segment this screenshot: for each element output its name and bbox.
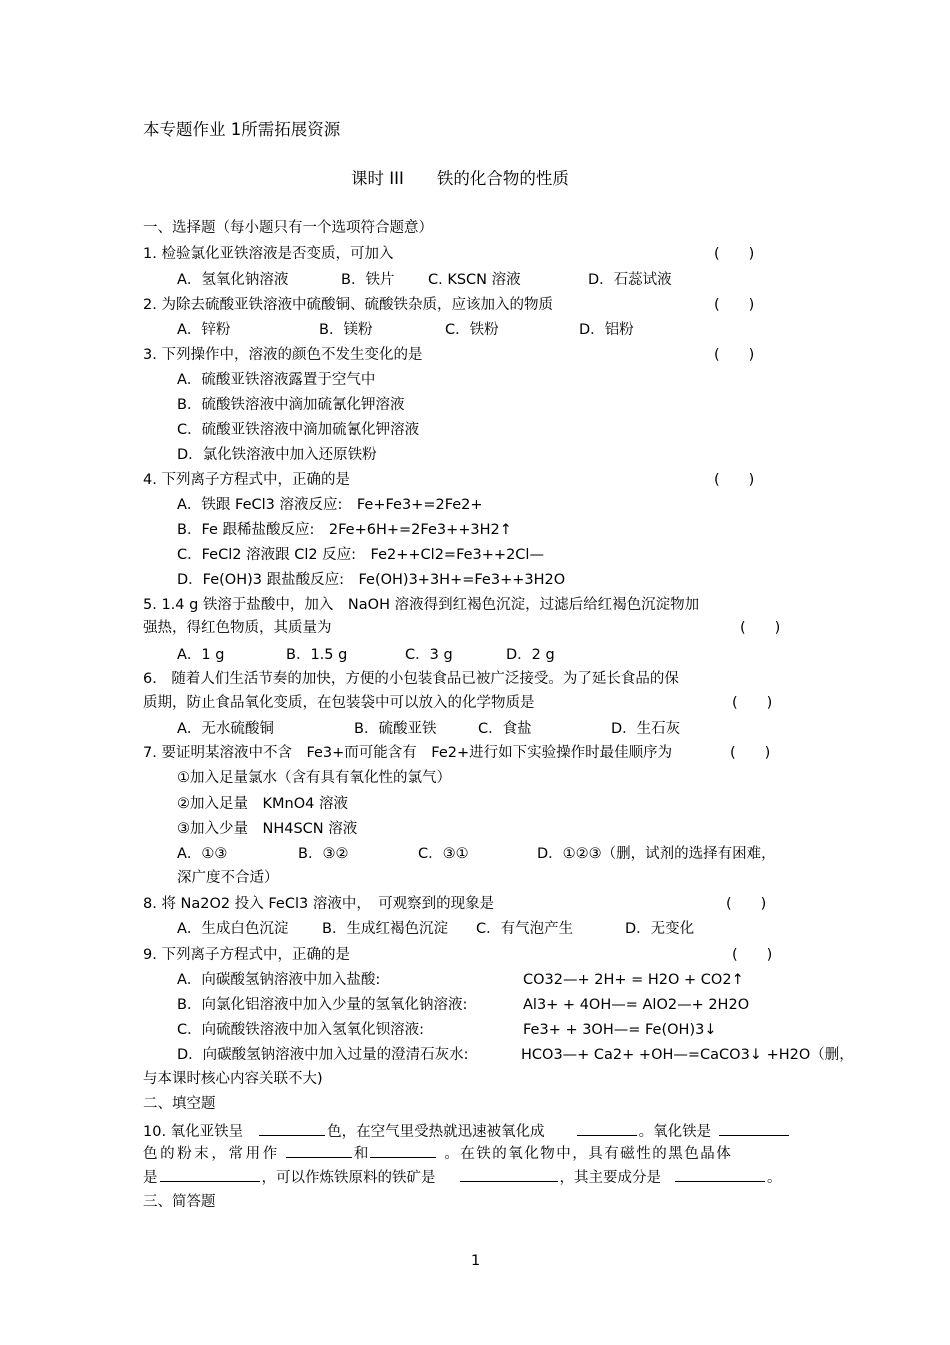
q9-option-c-equation: Fe3+ + 3OH—= Fe(OH)3↓: [523, 1022, 717, 1038]
q2-stem: 2. 为除去硫酸亚铁溶液中硫酸铜、硫酸铁杂质，应该加入的物质: [143, 297, 553, 313]
q10-blank-4[interactable]: [286, 1143, 352, 1158]
q10-blank-2[interactable]: [577, 1121, 637, 1136]
q7-option-c: C．③①: [418, 846, 469, 862]
q7-step-2: ②加入足量 KMnO4 溶液: [177, 796, 348, 812]
q6-option-d: D．生石灰: [611, 721, 681, 737]
q3-stem: 3. 下列操作中，溶液的颜色不发生变化的是: [143, 347, 423, 363]
q7-note: 深广度不合适）: [177, 870, 279, 886]
q7-step-3: ③加入少量 NH4SCN 溶液: [177, 821, 358, 837]
q9-answer-paren: ( ): [732, 947, 773, 963]
q1-option-d: D．石蕊试液: [588, 272, 672, 288]
q10-text-6: 。在铁的氧化物中，具有磁性的黑色晶体: [444, 1146, 733, 1162]
q4-option-c: C．FeCl2 溶液跟 Cl2 反应: Fe2++Cl2=Fe3++2Cl—: [177, 547, 544, 563]
q6-stem-line2: 质期，防止食品氧化变质，在包装袋中可以放入的化学物质是: [143, 695, 535, 711]
q10-text-2: 色，在空气里受热就迅速被氧化成: [327, 1124, 545, 1140]
q10-line2: [143, 1143, 732, 1163]
q10-blank-1[interactable]: [259, 1121, 325, 1136]
q4-stem: 4. 下列离子方程式中，正确的是: [143, 472, 350, 488]
q7-stem: 7. 要证明某溶液中不含 Fe3+而可能含有 Fe2+进行如下实验操作时最佳顺序为: [143, 745, 673, 761]
q10-text-8: ，可以作炼铁原料的铁矿是: [261, 1170, 436, 1186]
q4-option-b: B．Fe 跟稀盐酸反应: 2Fe+6H+=2Fe3++3H2↑: [177, 522, 512, 538]
q1-stem: 1. 检验氯化亚铁溶液是否变质，可加入: [143, 246, 394, 262]
q10-blank-7[interactable]: [460, 1167, 558, 1182]
q9-option-d-text: D．向碳酸氢钠溶液中加入过量的澄清石灰水:: [177, 1047, 469, 1063]
q6-option-b: B．硫酸亚铁: [354, 721, 437, 737]
section-choice: 一、选择题（每小题只有一个选项符合题意）: [143, 220, 433, 236]
q7-option-d: D．①②③（删，试剂的选择有困难，: [537, 846, 776, 862]
q3-option-b: B．硫酸铁溶液中滴加硫氰化钾溶液: [177, 397, 405, 413]
q1-option-c: C. KSCN 溶液: [428, 272, 521, 288]
q5-option-c: C．3 g: [405, 647, 453, 663]
q8-answer-paren: ( ): [726, 896, 767, 912]
q9-option-c-text: C．向硫酸铁溶液中加入氢氧化钡溶液:: [177, 1022, 425, 1038]
q2-option-a: A．锌粉: [177, 322, 231, 338]
q9-option-a-equation: CO32—+ 2H+ = H2O + CO2↑: [523, 972, 744, 988]
q1-answer-paren: ( ): [714, 246, 755, 262]
q10-text-7: 是: [143, 1170, 158, 1186]
q3-option-a: A．硫酸亚铁溶液露置于空气中: [177, 372, 376, 388]
q9-stem: 9. 下列离子方程式中，正确的是: [143, 947, 350, 963]
q1-option-a: A．氢氧化钠溶液: [177, 272, 289, 288]
q8-option-c: C．有气泡产生: [476, 921, 574, 937]
q6-stem-line1: 6. 随着人们生活节奏的加快，方便的小包装食品已被广泛接受。为了延长食品的保: [143, 671, 679, 687]
q2-option-d: D．铝粉: [579, 322, 634, 338]
q10-text-3: 。氧化铁是: [638, 1124, 712, 1140]
q2-answer-paren: ( ): [714, 297, 755, 313]
q10-blank-5[interactable]: [370, 1143, 436, 1158]
q10-text-1: 10. 氧化亚铁呈: [143, 1124, 244, 1140]
section-short: 三、简答题: [143, 1194, 216, 1210]
q9-option-b-text: B．向氯化铝溶液中加入少量的氢氧化钠溶液:: [177, 997, 468, 1013]
q7-answer-paren: ( ): [730, 745, 771, 761]
q7-option-a: A．①③: [177, 846, 228, 862]
q8-option-a: A．生成白色沉淀: [177, 921, 289, 937]
q9-option-b-equation: Al3+ + 4OH—= AlO2—+ 2H2O: [523, 997, 750, 1013]
q4-answer-paren: ( ): [714, 472, 755, 488]
q10-blank-3[interactable]: [719, 1121, 789, 1136]
q8-option-b: B．生成红褐色沉淀: [322, 921, 448, 937]
q5-option-a: A．1 g: [177, 647, 225, 663]
q5-option-b: B．1.5 g: [286, 647, 348, 663]
q7-option-b: B．③②: [298, 846, 349, 862]
section-fill: 二、填空题: [143, 1096, 216, 1112]
q1-option-b: B．铁片: [341, 272, 395, 288]
q9-option-d-equation: HCO3—+ Ca2+ +OH—=CaCO3↓ +H2O（删，: [521, 1047, 854, 1063]
topic-header: 本专题作业 1所需拓展资源: [143, 120, 341, 139]
q6-option-a: A．无水硫酸铜: [177, 721, 274, 737]
q6-answer-paren: ( ): [732, 695, 773, 711]
q6-option-c: C．食盐: [478, 721, 532, 737]
page-number: 1: [471, 1253, 481, 1269]
q10-blank-6[interactable]: [160, 1167, 260, 1182]
q8-stem: 8. 将 Na2O2 投入 FeCl3 溶液中， 可观察到的现象是: [143, 896, 495, 912]
q5-answer-paren: ( ): [740, 620, 781, 636]
q10-line1: [143, 1121, 789, 1141]
q4-option-a: A．铁跟 FeCl3 溶液反应: Fe+Fe3+=2Fe2+: [177, 497, 483, 513]
q4-option-d: D．Fe(OH)3 跟盐酸反应: Fe(OH)3+3H+=Fe3++3H2O: [177, 572, 566, 588]
q5-stem-line2: 强热，得红色物质，其质量为: [143, 620, 332, 636]
q10-text-9: ，其主要成分是: [559, 1170, 661, 1186]
q7-step-1: ①加入足量氯水（含有具有氧化性的氯气）: [177, 770, 451, 786]
q5-option-d: D．2 g: [506, 647, 555, 663]
q5-stem-line1: 5. 1.4 g 铁溶于盐酸中，加入 NaOH 溶液得到红褐色沉淀，过滤后给红褐色沉淀物加: [143, 597, 700, 613]
q10-text-5: 和: [353, 1146, 369, 1162]
q3-answer-paren: ( ): [714, 347, 755, 363]
q3-option-d: D．氯化铁溶液中加入还原铁粉: [177, 447, 377, 463]
q10-text-4: 色的粉末，常用作: [143, 1146, 280, 1162]
q10-blank-8[interactable]: [675, 1167, 765, 1182]
q10-line3: [143, 1167, 782, 1187]
q2-option-b: B．镁粉: [319, 322, 373, 338]
q10-text-10: 。: [767, 1170, 782, 1186]
q9-note: 与本课时核心内容关联不大): [143, 1071, 323, 1087]
q3-option-c: C．硫酸亚铁溶液中滴加硫氰化钾溶液: [177, 422, 420, 438]
q2-option-c: C．铁粉: [445, 322, 499, 338]
lesson-title: 课时 III 铁的化合物的性质: [351, 169, 569, 188]
q8-option-d: D．无变化: [625, 921, 695, 937]
q9-option-a-text: A．向碳酸氢钠溶液中加入盐酸:: [177, 972, 381, 988]
